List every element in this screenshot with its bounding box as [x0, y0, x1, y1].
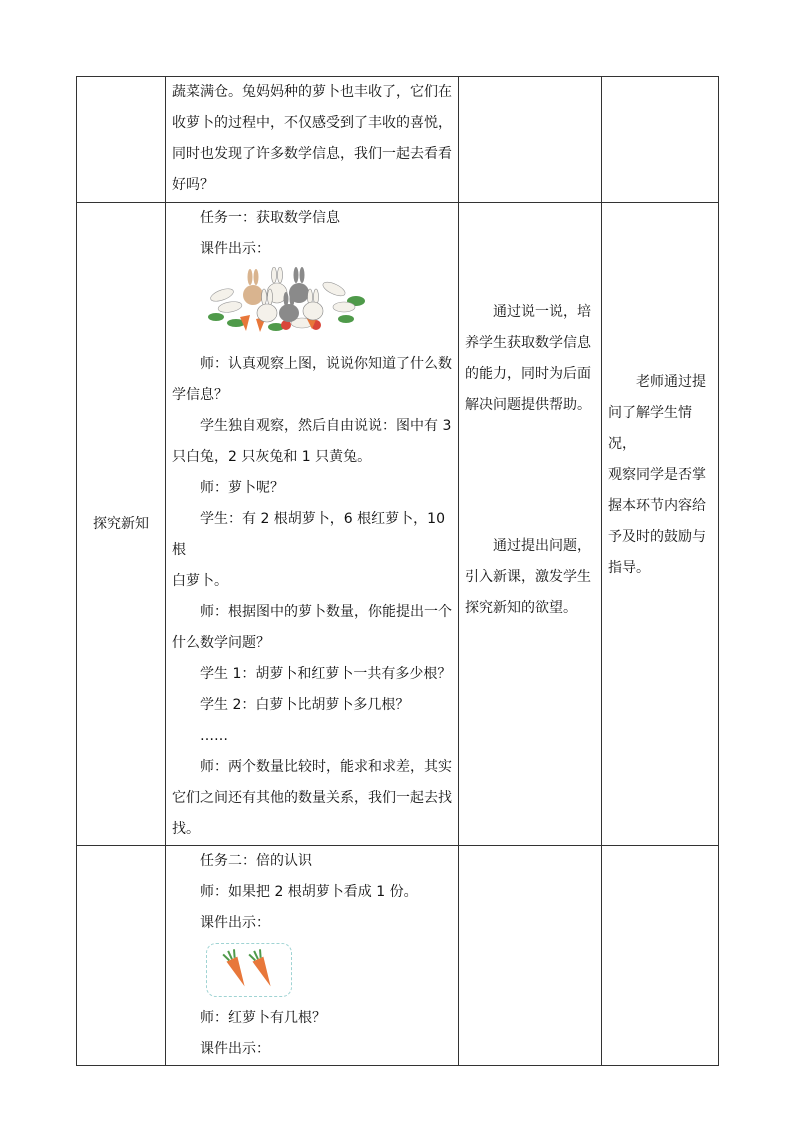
content-line: 师：如果把 2 根胡萝卜看成 1 份。: [200, 884, 418, 900]
content-line: 师：红萝卜有几根？: [200, 1010, 326, 1026]
design-line: 通过提出问题，: [493, 538, 591, 554]
evaluation-cell-empty: [602, 77, 719, 203]
content-line: 蔬菜满仓。兔妈妈种的萝卜也丰收了，它们在: [172, 84, 452, 100]
content-line: 学生 1：胡萝卜和红萝卜一共有多少根？: [200, 666, 452, 682]
section-cell-empty: [77, 846, 166, 1066]
content-line: 课件出示：: [200, 241, 270, 257]
task-heading: 任务一：获取数学信息: [200, 210, 340, 226]
content-line: 白萝卜。: [172, 573, 228, 589]
design-intent-cell-empty: [459, 846, 602, 1066]
content-line: ……: [200, 728, 228, 744]
content-cell: [166, 77, 459, 203]
content-line: 课件出示：: [200, 1041, 270, 1057]
design-line: 解决问题提供帮助。: [465, 397, 591, 413]
evaluation-cell: [602, 203, 719, 846]
design-intent-cell: [459, 203, 602, 846]
table-row: [77, 203, 719, 846]
content-line: 学生 2：白萝卜比胡萝卜多几根？: [200, 697, 410, 713]
content-line: 什么数学问题？: [172, 635, 270, 651]
rabbits-radishes-illustration: [206, 267, 366, 333]
content-cell: [166, 846, 459, 1066]
content-line: 同时也发现了许多数学信息，我们一起去看看: [172, 146, 452, 162]
evaluation-line: 观察同学是否掌: [608, 467, 706, 483]
rabbits-radishes-image: [206, 267, 452, 345]
design-line: 引入新课，激发学生: [465, 569, 591, 585]
content-line: 好吗？: [172, 177, 214, 193]
content-line: 学生独自观察，然后自由说说：图中有 3: [200, 418, 452, 434]
evaluation-line: 握本环节内容给: [608, 498, 706, 514]
content-line: 师：根据图中的萝卜数量，你能提出一个: [200, 604, 452, 620]
content-line: 师：认真观察上图，说说你知道了什么数: [200, 356, 452, 372]
evaluation-line: 问了解学生情况，: [608, 405, 692, 452]
design-line: 养学生获取数学信息: [465, 335, 591, 351]
content-line: 它们之间还有其他的数量关系，我们一起去找: [172, 790, 452, 806]
table-row: [77, 77, 719, 203]
evaluation-line: 指导。: [608, 560, 650, 576]
lesson-plan-table: [76, 76, 719, 1066]
content-line: 只白兔，2 只灰兔和 1 只黄兔。: [172, 449, 372, 465]
section-cell-empty: [77, 77, 166, 203]
design-line: 的能力，同时为后面: [465, 366, 591, 382]
evaluation-line: 老师通过提: [636, 374, 706, 390]
content-line: 学生：有 2 根胡萝卜，6 根红萝卜，10 根: [172, 511, 445, 558]
two-carrots-image: [206, 943, 292, 997]
content-cell: [166, 203, 459, 846]
section-cell: [77, 203, 166, 846]
evaluation-line: 予及时的鼓励与: [608, 529, 706, 545]
content-line: 师：萝卜呢？: [200, 480, 284, 496]
task-heading: 任务二：倍的认识: [200, 853, 312, 869]
content-line: 收萝卜的过程中，不仅感受到了丰收的喜悦，: [172, 115, 452, 131]
content-line: 学信息？: [172, 387, 228, 403]
table-row: [77, 846, 719, 1066]
content-line: 师：两个数量比较时，能求和求差，其实: [200, 759, 452, 775]
evaluation-cell-empty: [602, 846, 719, 1066]
design-line: 通过说一说，培: [493, 304, 591, 320]
design-line: 探究新知的欲望。: [465, 600, 577, 616]
section-title: 探究新知: [93, 515, 149, 532]
content-line: 找。: [172, 821, 200, 837]
design-intent-cell-empty: [459, 77, 602, 203]
two-carrots-illustration: [207, 944, 291, 996]
content-line: 课件出示：: [200, 915, 270, 931]
